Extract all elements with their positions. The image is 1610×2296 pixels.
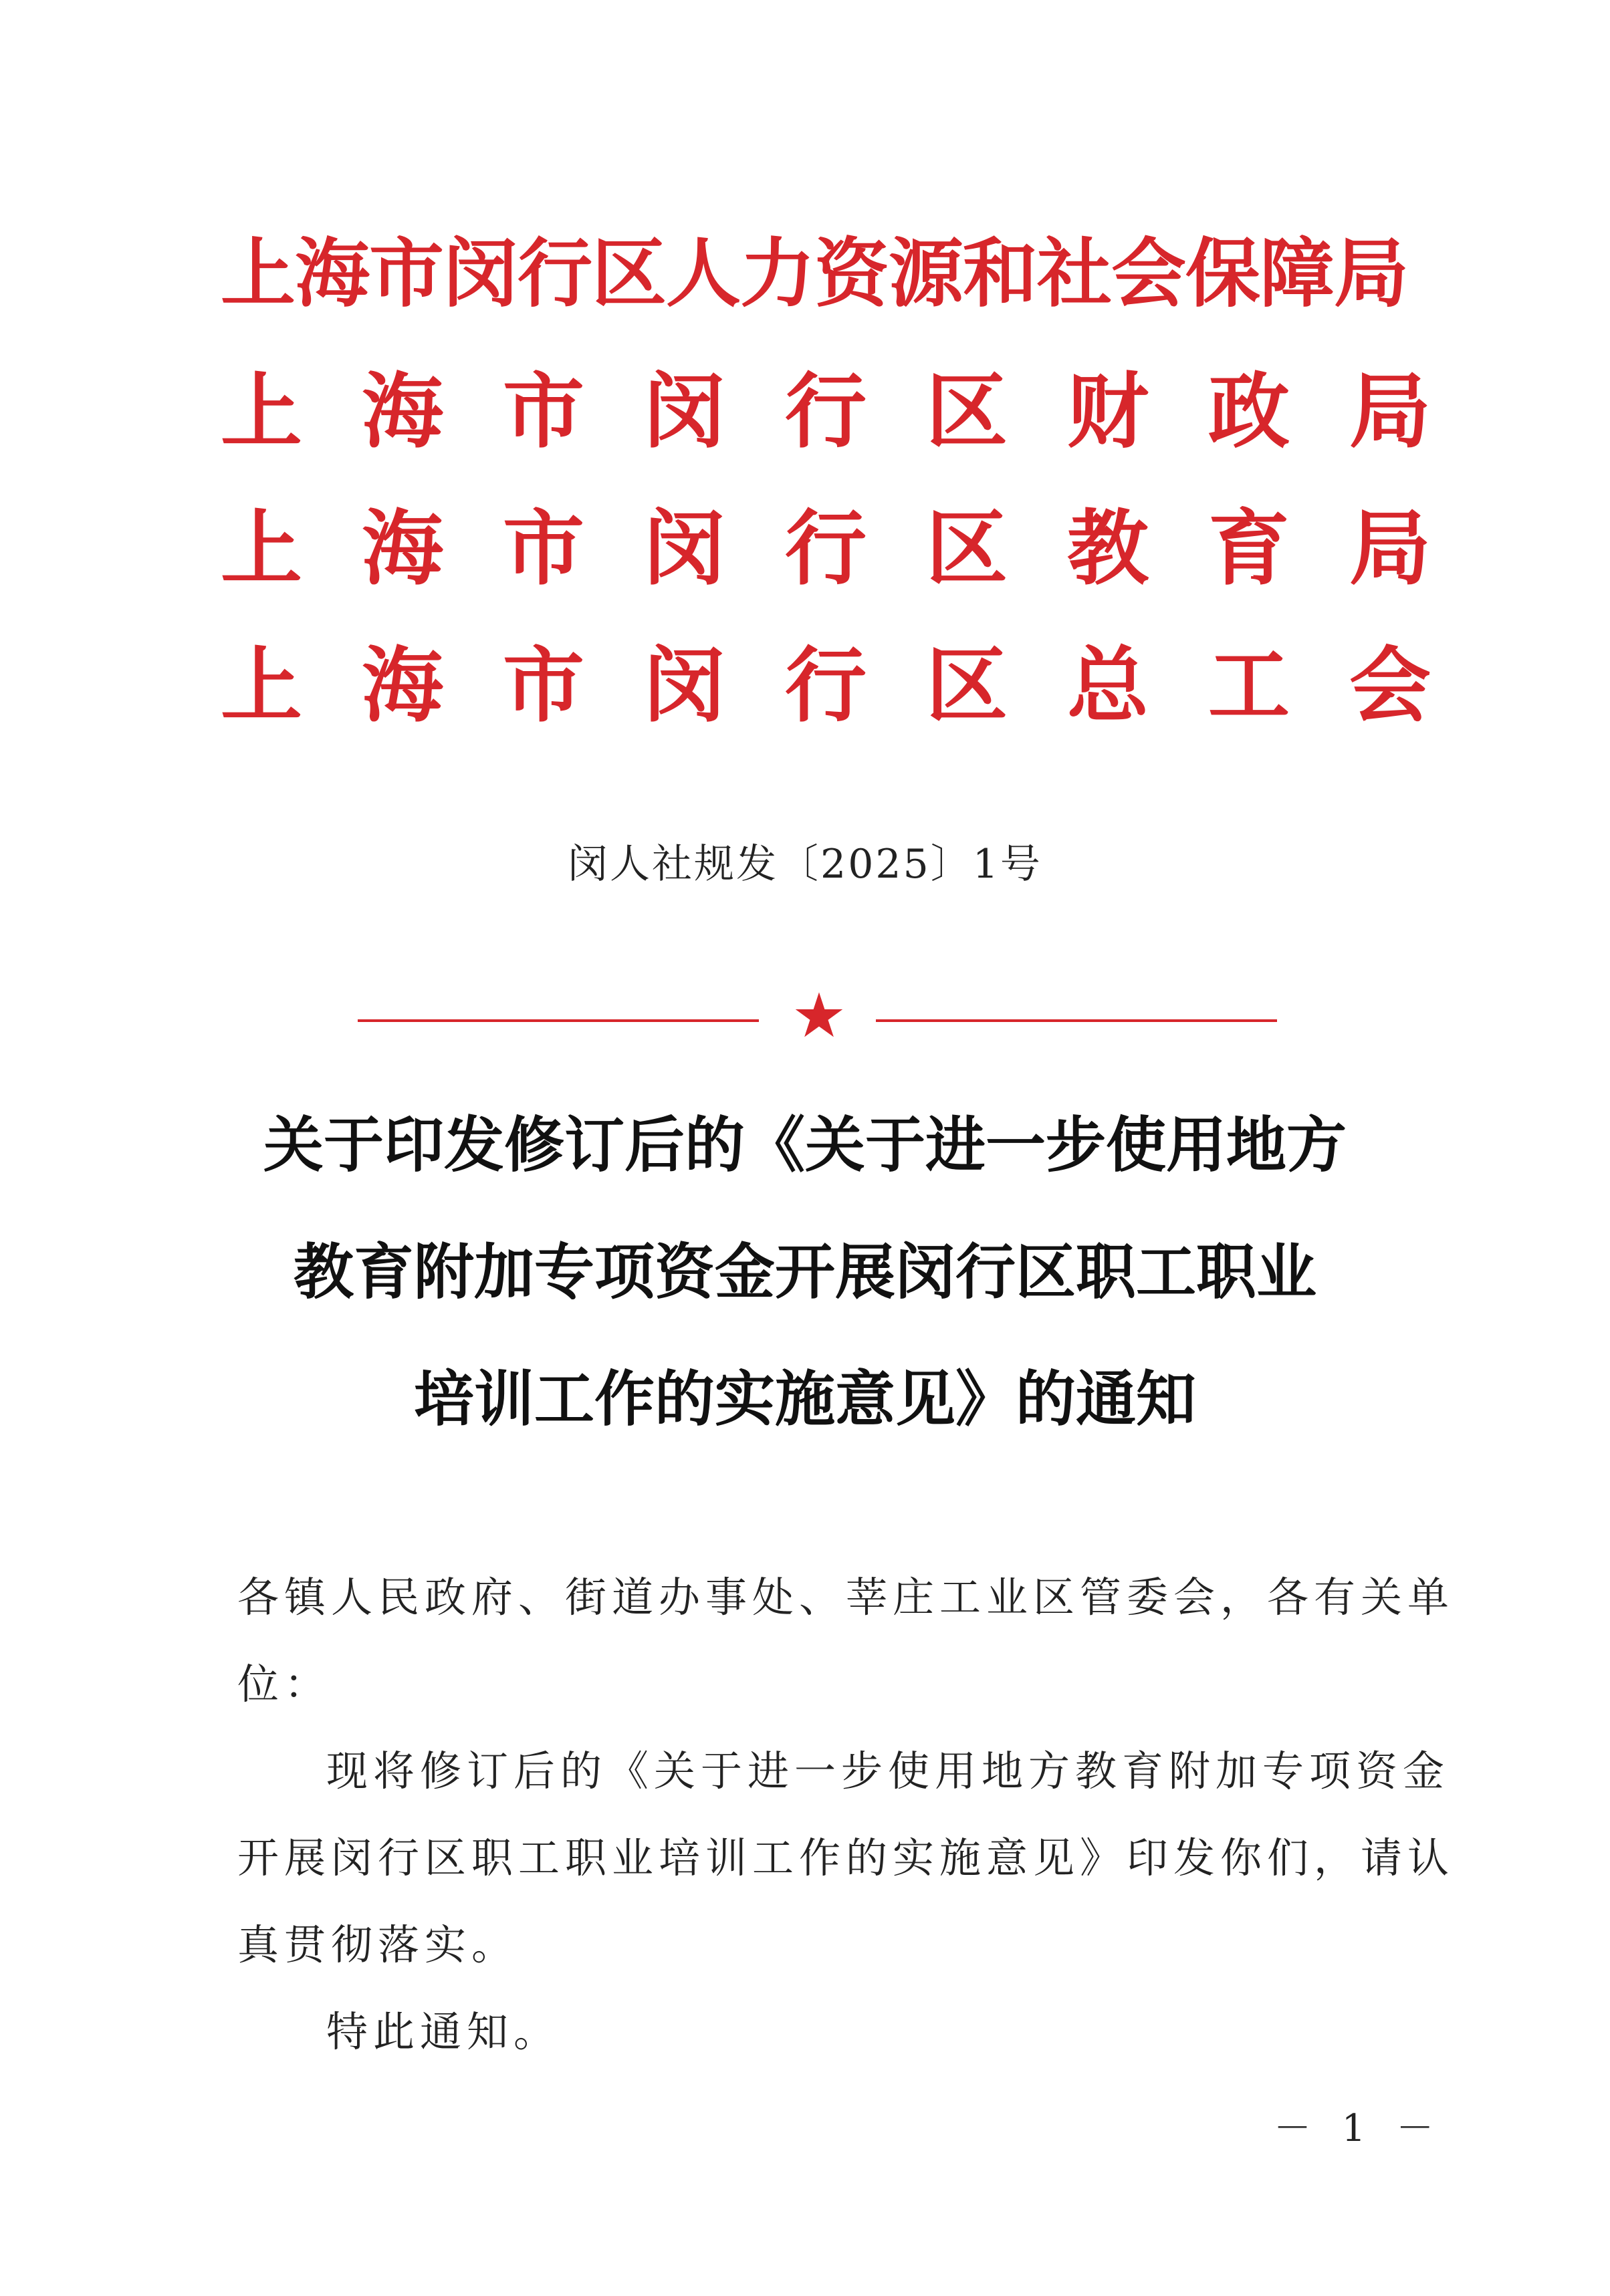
issuer-char: 上 bbox=[221, 363, 302, 459]
issuer-char: 政 bbox=[1208, 363, 1290, 459]
issuer-char: 市 bbox=[503, 363, 584, 459]
issuer-char: 闵 bbox=[644, 500, 725, 596]
issuer-char: 区 bbox=[926, 363, 1008, 459]
issuer-char: 区 bbox=[926, 637, 1008, 733]
red-divider-left bbox=[358, 1019, 759, 1022]
issuer-char: 海 bbox=[362, 363, 443, 459]
red-divider-right bbox=[876, 1019, 1277, 1022]
closing-line: 特此通知。 bbox=[326, 2007, 561, 2056]
issuer-char: 财 bbox=[1067, 363, 1149, 459]
issuer-char: 闵 bbox=[644, 363, 725, 459]
issuer-finance-bureau bbox=[221, 361, 1431, 461]
issuer-char: 行 bbox=[785, 500, 867, 596]
issuer-char: 市 bbox=[503, 637, 584, 733]
body-paragraph-line-1: 现将修订后的《关于进一步使用地方教育附加专项资金 bbox=[326, 1747, 1450, 1795]
issuer-char: 上 bbox=[221, 637, 302, 733]
issuer-char: 行 bbox=[785, 637, 867, 733]
issuer-federation-of-trade-unions bbox=[221, 635, 1431, 735]
issuer-char: 海 bbox=[362, 500, 443, 596]
issuer-char: 海 bbox=[362, 637, 443, 733]
issuer-char: 局 bbox=[1349, 363, 1431, 459]
issuer-char: 区 bbox=[926, 500, 1008, 596]
issuer-char: 工 bbox=[1208, 637, 1290, 733]
document-number: 闵人社规发〔2025〕1号 bbox=[568, 841, 1042, 888]
document-title-line-1: 关于印发修订后的《关于进一步使用地方 bbox=[263, 1110, 1347, 1180]
issuer-char: 教 bbox=[1067, 500, 1149, 596]
issuer-char: 会 bbox=[1349, 637, 1431, 733]
body-paragraph-line-2: 开展闵行区职工职业培训工作的实施意见》印发你们，请认 bbox=[237, 1833, 1455, 1882]
document-title-line-2: 教育附加专项资金开展闵行区职工职业 bbox=[294, 1237, 1316, 1307]
issuer-hrss-bureau: 上海市闵行区人力资源和社会保障局 bbox=[221, 230, 1408, 317]
issuer-char: 行 bbox=[785, 363, 867, 459]
star-icon: ★ bbox=[791, 980, 847, 1051]
issuer-char: 育 bbox=[1208, 500, 1290, 596]
issuer-education-bureau bbox=[221, 498, 1431, 598]
addressee-line-1: 各镇人民政府、街道办事处、莘庄工业区管委会，各有关单 bbox=[237, 1573, 1455, 1622]
issuer-char: 上 bbox=[221, 500, 302, 596]
document-title-line-3: 培训工作的实施意见》的通知 bbox=[414, 1364, 1196, 1434]
issuer-char: 市 bbox=[503, 500, 584, 596]
issuer-char: 闵 bbox=[644, 637, 725, 733]
page-number: － 1 － bbox=[1274, 2107, 1444, 2150]
addressee-line-2: 位： bbox=[237, 1660, 332, 1708]
body-paragraph-line-3: 真贯彻落实。 bbox=[237, 1920, 519, 1969]
issuer-char: 总 bbox=[1067, 637, 1149, 733]
issuer-char: 局 bbox=[1349, 500, 1431, 596]
